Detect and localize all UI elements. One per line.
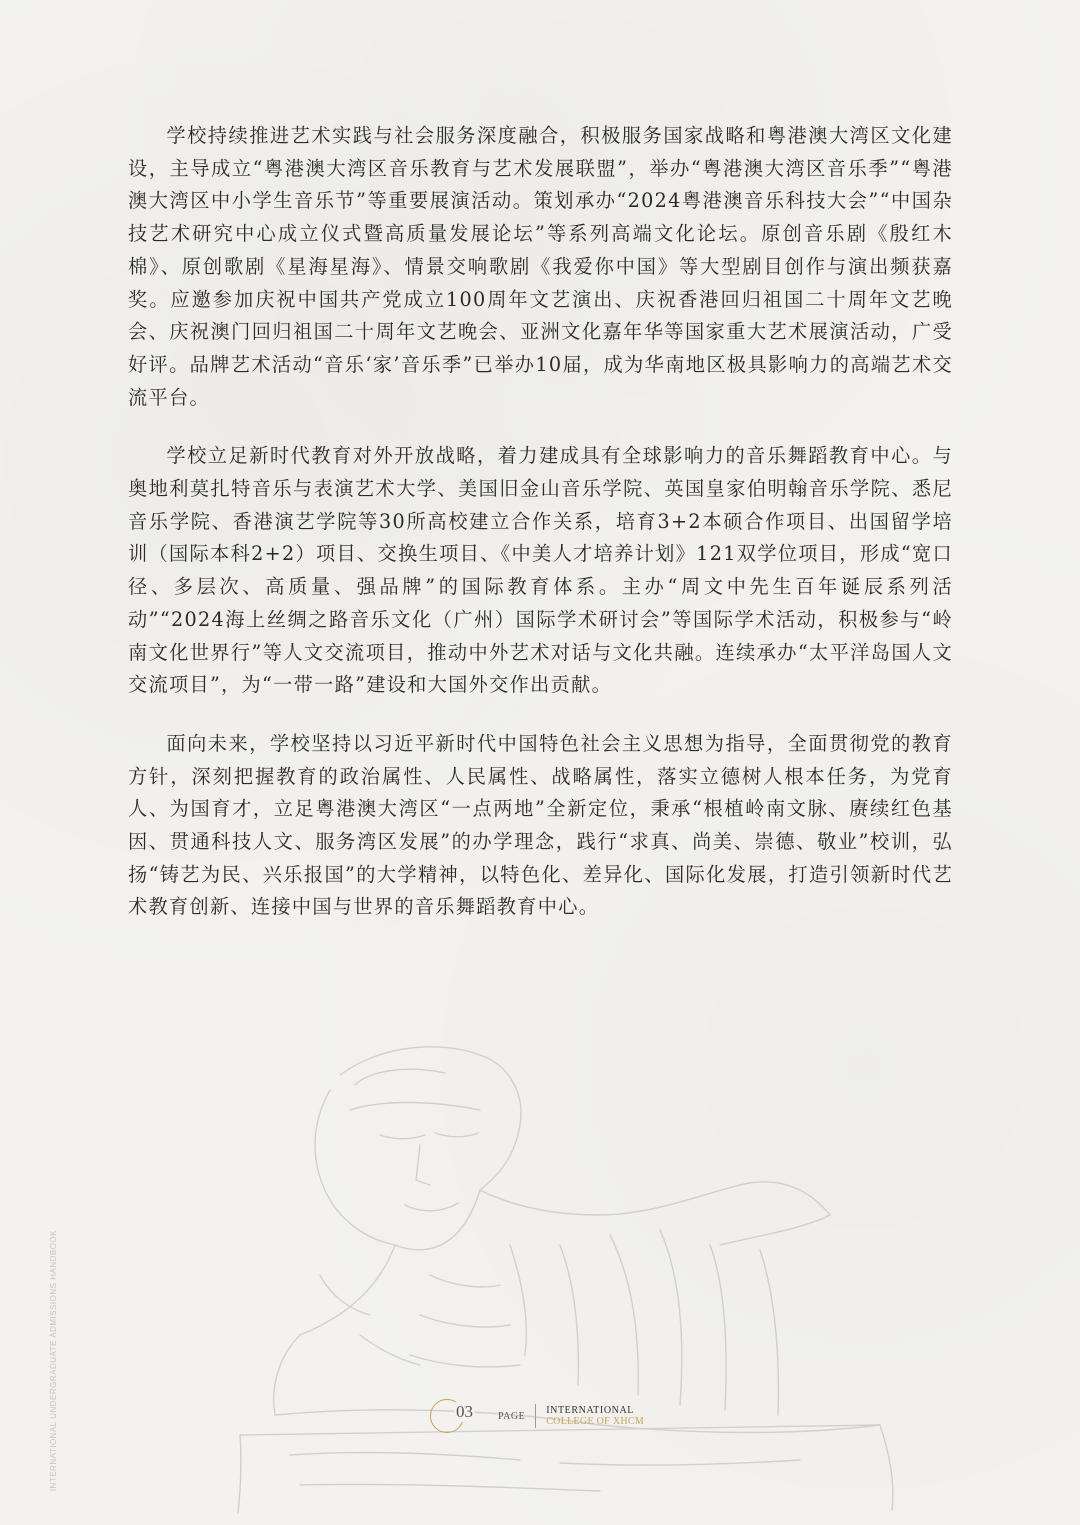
- page-footer: [430, 1396, 644, 1436]
- footer-divider: [535, 1404, 536, 1428]
- paragraph-international-education: 学校立足新时代教育对外开放战略，着力建成具有全球影响力的音乐舞蹈教育中心。与奥地利莫扎特音乐与表演艺术大学、美国旧金山音乐学院、英国皇家伯明翰音乐学院、悉尼音乐学院、香港演艺学院等30所高校建立合作关系，培育3+2本硕合作项目、出国留学培训（国际本科2+2）项目、交换生项目、《中美人才培养计划》121双学位项目，形成“宽口径、多层次、高质量、强品牌”的国际教育体系。主办“周文中先生百年诞辰系列活动”“2024海上丝绸之路音乐文化（广州）国际学术研讨会”等国际学术活动，积极参与“岭南文化世界行”等人文交流项目，推动中外艺术对话与文化共融。连续承办“太平洋岛国人文交流项目”，为“一带一路”建设和大国外交作出贡献。: [128, 444, 953, 697]
- main-text: [128, 120, 953, 950]
- college-name: [546, 1405, 644, 1427]
- paragraph-future-vision: 面向未来，学校坚持以习近平新时代中国特色社会主义思想为指导，全面贯彻党的教育方针，深刻把握教育的政治属性、人民属性、战略属性，落实立德树人根本任务，为党育人、为国育才，立足粤港澳大湾区“一点两地”全新定位，秉承“根植岭南文脉、赓续红色基因、贯通科技人文、服务湾区发展”的办学理念，践行“求真、尚美、崇德、敬业”校训，弘扬“铸艺为民、兴乐报国”的大学精神，以特色化、差异化、国际化发展，打造引领新时代艺术教育创新、连接中国与世界的音乐舞蹈教育中心。: [128, 731, 953, 919]
- college-name-line1: INTERNATIONAL: [546, 1405, 634, 1416]
- college-name-line2: COLLEGE OF XHCM: [546, 1416, 645, 1427]
- page-label: PAGE: [498, 1410, 526, 1422]
- paragraph-arts-practice: 学校持续推进艺术实践与社会服务深度融合，积极服务国家战略和粤港澳大湾区文化建设，主导成立“粤港澳大湾区音乐教育与艺术发展联盟”，举办“粤港澳大湾区音乐季”“粤港澳大湾区中小学生音乐节”等重要展演活动。策划承办“2024粤港澳音乐科技大会”“中国杂技艺术研究中心成立仪式暨高质量发展论坛”等系列高端文化论坛。原创音乐剧《殷红木棉》、原创歌剧《星海星海》、情景交响歌剧《我爱你中国》等大型剧目创作与演出频获嘉奖。应邀参加庆祝中国共产党成立100周年文艺演出、庆祝香港回归祖国二十周年文艺晚会、庆祝澳门回归祖国二十周年文艺晚会、亚洲文化嘉年华等国家重大艺术展演活动，广受好评。品牌艺术活动“音乐‘家’音乐季”已举办10届，成为华南地区极具影响力的高端艺术交流平台。: [128, 124, 953, 409]
- side-watermark-text: INTERNATIONAL UNDERGRADUATE ADMISSIONS HANDBOOK: [49, 1230, 58, 1492]
- statue-sketch-illustration: [180, 1015, 960, 1515]
- page-number: 03: [456, 1402, 473, 1421]
